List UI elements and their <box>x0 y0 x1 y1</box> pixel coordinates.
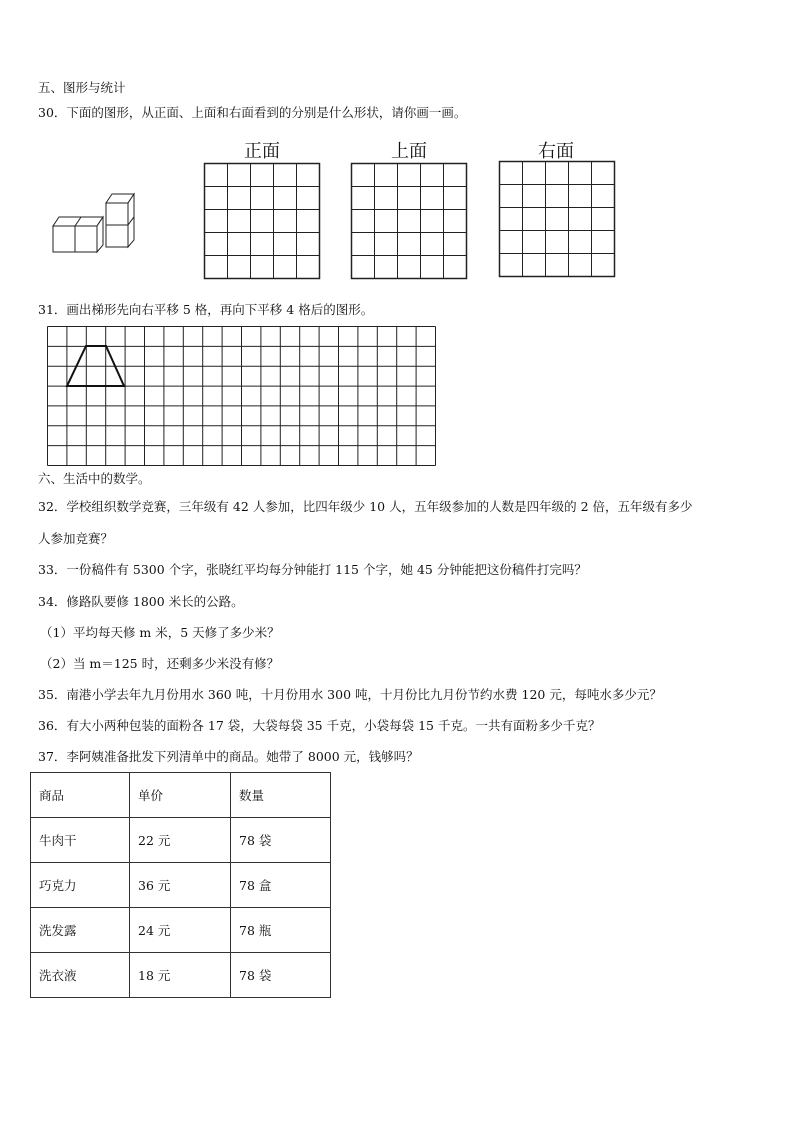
question-37: 37．李阿姨准备批发下列清单中的商品。她带了 8000 元，钱够吗？ <box>38 749 419 764</box>
header-quantity: 数量 <box>231 773 331 818</box>
translation-grid[interactable] <box>47 326 436 466</box>
goods-table <box>30 772 331 998</box>
header-product: 商品 <box>31 773 130 818</box>
question-34: 34．修路队要修 1800 米长的公路。 <box>38 594 244 609</box>
cube-figure <box>50 190 140 260</box>
cell-price: 24 元 <box>130 908 231 953</box>
grid-right[interactable] <box>499 161 615 277</box>
section-6-title: 六、生活中的数学。 <box>38 471 151 486</box>
view-label-right: 右面 <box>538 141 574 162</box>
cell-product: 洗衣液 <box>31 953 130 998</box>
cell-quantity: 78 盒 <box>231 863 331 908</box>
question-35: 35．南港小学去年九月份用水 360 吨，十月份用水 300 吨，十月份比九月份节约水费 120 元，每吨水多少元？ <box>38 687 662 702</box>
table-row <box>31 953 331 998</box>
cell-product: 牛肉干 <box>31 818 130 863</box>
cell-product: 巧克力 <box>31 863 130 908</box>
question-33: 33．一份稿件有 5300 个字，张晓红平均每分钟能打 115 个字，她 45 分钟能把这份稿件打完吗？ <box>38 562 587 577</box>
table-row <box>31 863 331 908</box>
view-label-top: 上面 <box>391 141 427 162</box>
cell-quantity: 78 袋 <box>231 818 331 863</box>
cell-quantity: 78 袋 <box>231 953 331 998</box>
cell-quantity: 78 瓶 <box>231 908 331 953</box>
grid-front[interactable] <box>204 163 320 279</box>
cell-price: 36 元 <box>130 863 231 908</box>
cell-product: 洗发露 <box>31 908 130 953</box>
table-row <box>31 908 331 953</box>
question-34-sub2: （2）当 m＝125 时，还剩多少米没有修？ <box>40 656 280 671</box>
header-price: 单价 <box>130 773 231 818</box>
question-30: 30．下面的图形，从正面、上面和右面看到的分别是什么形状，请你画一画。 <box>38 105 467 120</box>
question-31: 31．画出梯形先向右平移 5 格，再向下平移 4 格后的图形。 <box>38 302 374 317</box>
table-row <box>31 818 331 863</box>
cell-price: 22 元 <box>130 818 231 863</box>
question-32-line2: 人参加竞赛？ <box>38 531 114 546</box>
question-34-sub1: （1）平均每天修 m 米，5 天修了多少米？ <box>40 625 280 640</box>
table-header-row <box>31 773 331 818</box>
question-32-line1: 32．学校组织数学竞赛，三年级有 42 人参加，比四年级少 10 人，五年级参加的人数是四年级的 2 倍，五年级有多少 <box>38 499 693 514</box>
view-label-front: 正面 <box>244 141 280 162</box>
question-36: 36．有大小两种包装的面粉各 17 袋，大袋每袋 35 千克，小袋每袋 15 千克。一共有面粉多少千克？ <box>38 718 601 733</box>
section-5-title: 五、图形与统计 <box>38 80 126 95</box>
grid-top[interactable] <box>351 163 467 279</box>
cell-price: 18 元 <box>130 953 231 998</box>
